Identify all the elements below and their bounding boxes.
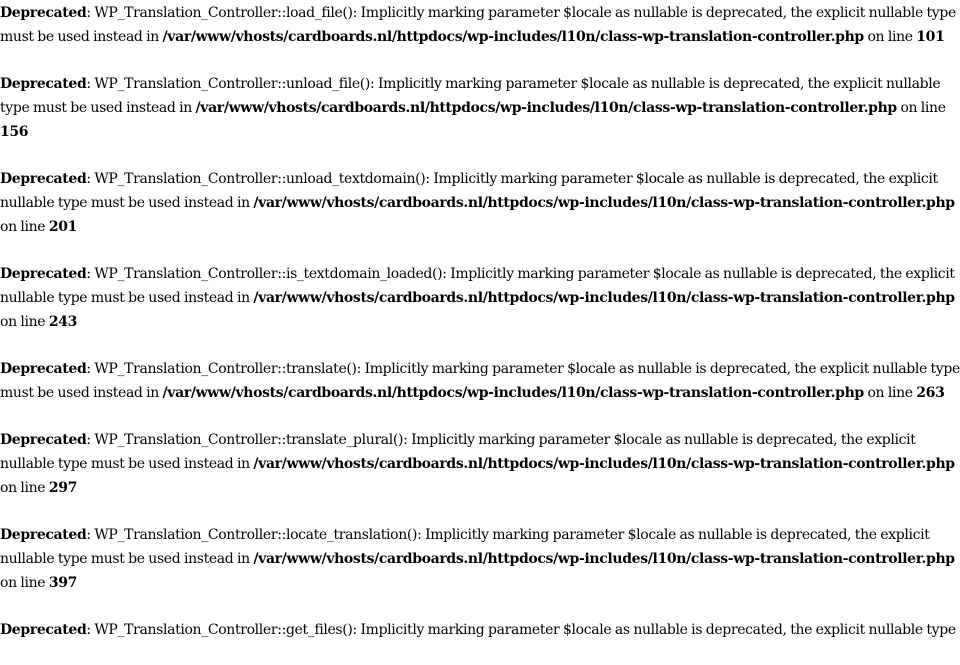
notice-on-line: on line bbox=[896, 100, 946, 116]
notice-file-path: /var/www/vhosts/cardboards.nl/httpdocs/wp-includes/l10n/class-wp-translation-controller.php bbox=[162, 385, 864, 401]
notice-message: : WP_Translation_Controller::unload_textdomain(): Implicitly marking parameter $locale as nullable is deprecated, the explicit nullable type must be used instead in bbox=[0, 171, 938, 211]
notice-is-textdomain-loaded bbox=[0, 262, 960, 334]
notice-file-path: /var/www/vhosts/cardboards.nl/httpdocs/wp-includes/l10n/class-wp-translation-controller.php bbox=[253, 551, 955, 567]
notice-level: Deprecated bbox=[0, 622, 87, 638]
notice-unload-file bbox=[0, 72, 960, 144]
notice-on-line: on line bbox=[0, 480, 49, 496]
notice-level: Deprecated bbox=[0, 266, 87, 282]
notice-line-number: 156 bbox=[0, 124, 29, 140]
notice-load-file bbox=[0, 1, 960, 49]
notice-file-path: /var/www/vhosts/cardboards.nl/httpdocs/wp-includes/l10n/class-wp-translation-controller.php bbox=[253, 195, 955, 211]
notice-on-line: on line bbox=[863, 29, 917, 45]
notice-file-path: /var/www/vhosts/cardboards.nl/httpdocs/wp-includes/l10n/class-wp-translation-controller.php bbox=[253, 290, 955, 306]
notice-message: : WP_Translation_Controller::translate_plural(): Implicitly marking parameter $locale as nullable is deprecated, the explicit nullable type must be used instead in bbox=[0, 432, 916, 472]
notice-line-number: 243 bbox=[48, 314, 77, 330]
notice-line-number: 101 bbox=[916, 29, 945, 45]
notice-unload-textdomain bbox=[0, 167, 960, 239]
notice-message: : WP_Translation_Controller::is_textdomain_loaded(): Implicitly marking parameter $locale as nullable is deprecated, the explicit nullable type must be used instead in bbox=[0, 266, 955, 306]
notice-level: Deprecated bbox=[0, 527, 87, 543]
notice-on-line: on line bbox=[0, 575, 49, 591]
notice-message: : WP_Translation_Controller::load_file(): Implicitly marking parameter $locale as nullable is deprecated, the explicit nullable type must be used instead in bbox=[0, 5, 956, 45]
notice-line-number: 397 bbox=[48, 575, 77, 591]
notice-line-number: 201 bbox=[48, 219, 77, 235]
notice-on-line: on line bbox=[863, 385, 917, 401]
notice-message: : WP_Translation_Controller::get_files(): Implicitly marking parameter $locale as nullable is deprecated, the explicit nullable type bbox=[86, 622, 956, 638]
notice-level: Deprecated bbox=[0, 361, 87, 377]
notice-line-number: 263 bbox=[916, 385, 945, 401]
notice-locate-translation bbox=[0, 523, 960, 595]
notice-line-number: 297 bbox=[48, 480, 77, 496]
notice-translate-plural bbox=[0, 428, 960, 500]
notice-level: Deprecated bbox=[0, 432, 87, 448]
notice-get-files bbox=[0, 618, 960, 642]
notice-file-path: /var/www/vhosts/cardboards.nl/httpdocs/wp-includes/l10n/class-wp-translation-controller.php bbox=[195, 100, 897, 116]
notice-translate bbox=[0, 357, 960, 405]
notice-level: Deprecated bbox=[0, 76, 87, 92]
notice-file-path: /var/www/vhosts/cardboards.nl/httpdocs/wp-includes/l10n/class-wp-translation-controller.php bbox=[253, 456, 955, 472]
notice-level: Deprecated bbox=[0, 171, 87, 187]
notice-message: : WP_Translation_Controller::locate_translation(): Implicitly marking parameter $locale as nullable is deprecated, the explicit nullable type must be used instead in bbox=[0, 527, 930, 567]
notice-message: : WP_Translation_Controller::translate(): Implicitly marking parameter $locale as nullable is deprecated, the explicit nullable type must be used instead in bbox=[0, 361, 960, 401]
notice-message: : WP_Translation_Controller::unload_file(): Implicitly marking parameter $locale as nullable is deprecated, the explicit nullable type must be used instead in bbox=[0, 76, 941, 116]
notice-level: Deprecated bbox=[0, 5, 87, 21]
notice-on-line: on line bbox=[0, 314, 49, 330]
notice-on-line: on line bbox=[0, 219, 49, 235]
notice-file-path: /var/www/vhosts/cardboards.nl/httpdocs/wp-includes/l10n/class-wp-translation-controller.php bbox=[162, 29, 864, 45]
